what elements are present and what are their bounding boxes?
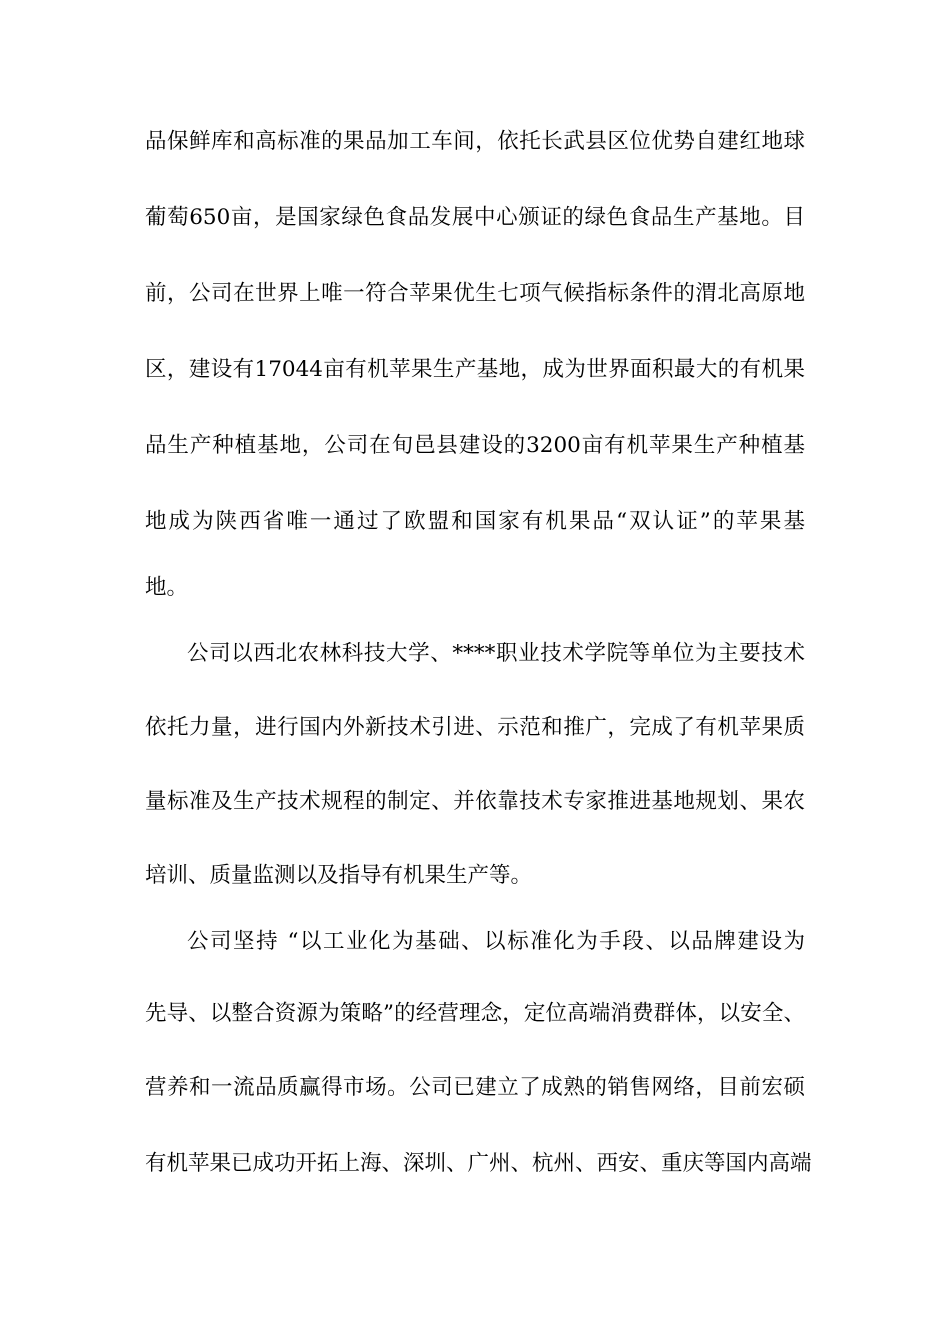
text-line: 区，建设有17044亩有机苹果生产基地，成为世界面积最大的有机果	[145, 357, 805, 382]
text-line: 培训、质量监测以及指导有机果生产等。	[145, 863, 533, 888]
paragraph-first-line: 公司以西北农林科技大学、****职业技术学院等单位为主要技术	[187, 641, 805, 666]
text-line: 先导、以整合资源为策略”的经营理念，定位高端消费群体，以安全、	[145, 1001, 805, 1026]
text-line: 品保鲜库和高标准的果品加工车间，依托长武县区位优势自建红地球	[145, 129, 805, 154]
text-line: 地成为陕西省唯一通过了欧盟和国家有机果品“双认证”的苹果基	[145, 509, 805, 534]
text-line: 葡萄650亩，是国家绿色食品发展中心颁证的绿色食品生产基地。目	[145, 205, 805, 230]
text-line: 依托力量，进行国内外新技术引进、示范和推广，完成了有机苹果质	[145, 715, 805, 740]
text-line: 营养和一流品质赢得市场。公司已建立了成熟的销售网络，目前宏硕	[145, 1075, 805, 1100]
text-line: 有机苹果已成功开拓上海、深圳、广州、杭州、西安、重庆等国内高端	[145, 1151, 812, 1176]
text-line: 量标准及生产技术规程的制定、并依靠技术专家推进基地规划、果农	[145, 789, 805, 814]
text-line: 品生产种植基地，公司在旬邑县建设的3200亩有机苹果生产种植基	[145, 433, 805, 458]
text-line: 前，公司在世界上唯一符合苹果优生七项气候指标条件的渭北高原地	[145, 281, 805, 306]
text-line: 地。	[145, 575, 189, 600]
paragraph-first-line: 公司坚持 “以工业化为基础、以标准化为手段、以品牌建设为	[187, 929, 805, 954]
